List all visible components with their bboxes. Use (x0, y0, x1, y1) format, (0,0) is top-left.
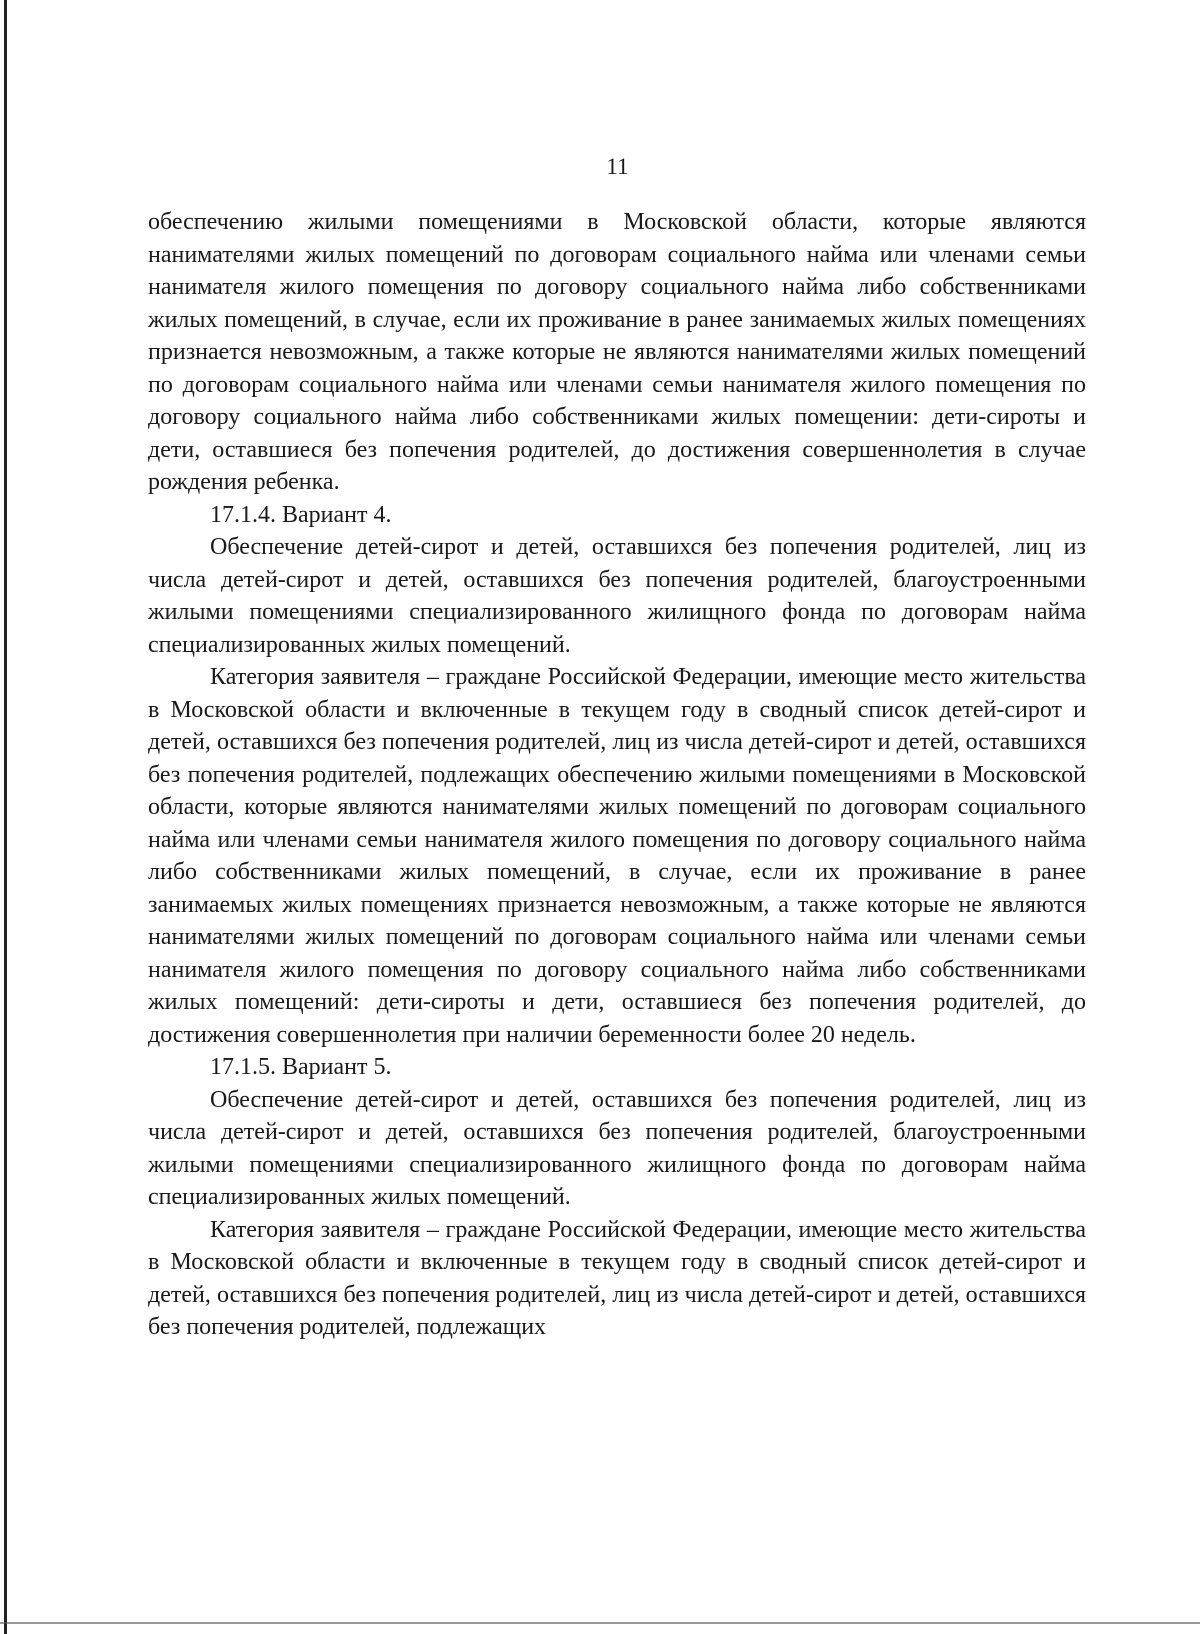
scan-edge-left (4, 0, 7, 1634)
paragraph-variant-4-applicant-category: Категория заявителя – граждане Российской Федерации, имеющие место жительства в Московской области и включенные в текущем году в сводный список детей-сирот и детей, оставшихся без попечения родителей, лиц из числа детей-сирот и детей, оставшихся без попечения родителей, подлежащих обеспечению жилыми помещениями в Московской области, которые являются нанимателями жилых помещений по договорам социального найма или членами семьи нанимателя жилого помещения по договору социального найма либо собственниками жилых помещений, в случае, если их проживание в ранее занимаемых жилых помещениях признается невозможным, а также которые не являются нанимателями жилых помещений по договорам социального найма или членами семьи нанимателя жилого помещения по договору социального найма либо собственниками жилых помещений: дети-сироты и дети, оставшиеся без попечения родителей, до достижения совершеннолетия при наличии беременности более 20 недель. (148, 664, 1086, 1048)
paragraph-variant-5-description: Обеспечение детей-сирот и детей, оставшихся без попечения родителей, лиц из числа детей-сирот и детей, оставшихся без попечения родителей, благоустроенными жилыми помещениями специализированного жилищного фонда по договорам найма специализированных жилых помещений. (148, 1086, 1086, 1210)
scan-edge-bottom (0, 1622, 1200, 1624)
section-heading-variant-4: 17.1.4. Вариант 4. (210, 501, 392, 528)
paragraph-variant-4-description: Обеспечение детей-сирот и детей, оставшихся без попечения родителей, лиц из числа детей-сирот и детей, оставшихся без попечения родителей, благоустроенными жилыми помещениями специализированного жилищного фонда по договорам найма специализированных жилых помещений. (148, 534, 1086, 658)
paragraph-continuation: обеспечению жилыми помещениями в Московской области, которые являются нанимателями жилых помещений по договорам социального найма или членами семьи нанимателя жилого помещения по договору социального найма либо собственниками жилых помещений, в случае, если их проживание в ранее занимаемых жилых помещениях признается невозможным, а также которые не являются нанимателями жилых помещений по договорам социального найма или членами семьи нанимателя жилого помещения по договору социального найма либо собственниками жилых помещении: дети-сироты и дети, оставшиеся без попечения родителей, до достижения совершеннолетия в случае рождения ребенка. (148, 209, 1086, 495)
section-heading-variant-5: 17.1.5. Вариант 5. (210, 1054, 392, 1080)
document-body (148, 206, 1086, 1344)
page-number: 11 (606, 154, 629, 179)
paragraph-variant-5-applicant-category: Категория заявителя – граждане Российской Федерации, имеющие место жительства в Московской области и включенные в текущем году в сводный список детей-сирот и детей, оставшихся без попечения родителей, лиц из числа детей-сирот и детей, оставшихся без попечения родителей, подлежащих (148, 1216, 1086, 1340)
